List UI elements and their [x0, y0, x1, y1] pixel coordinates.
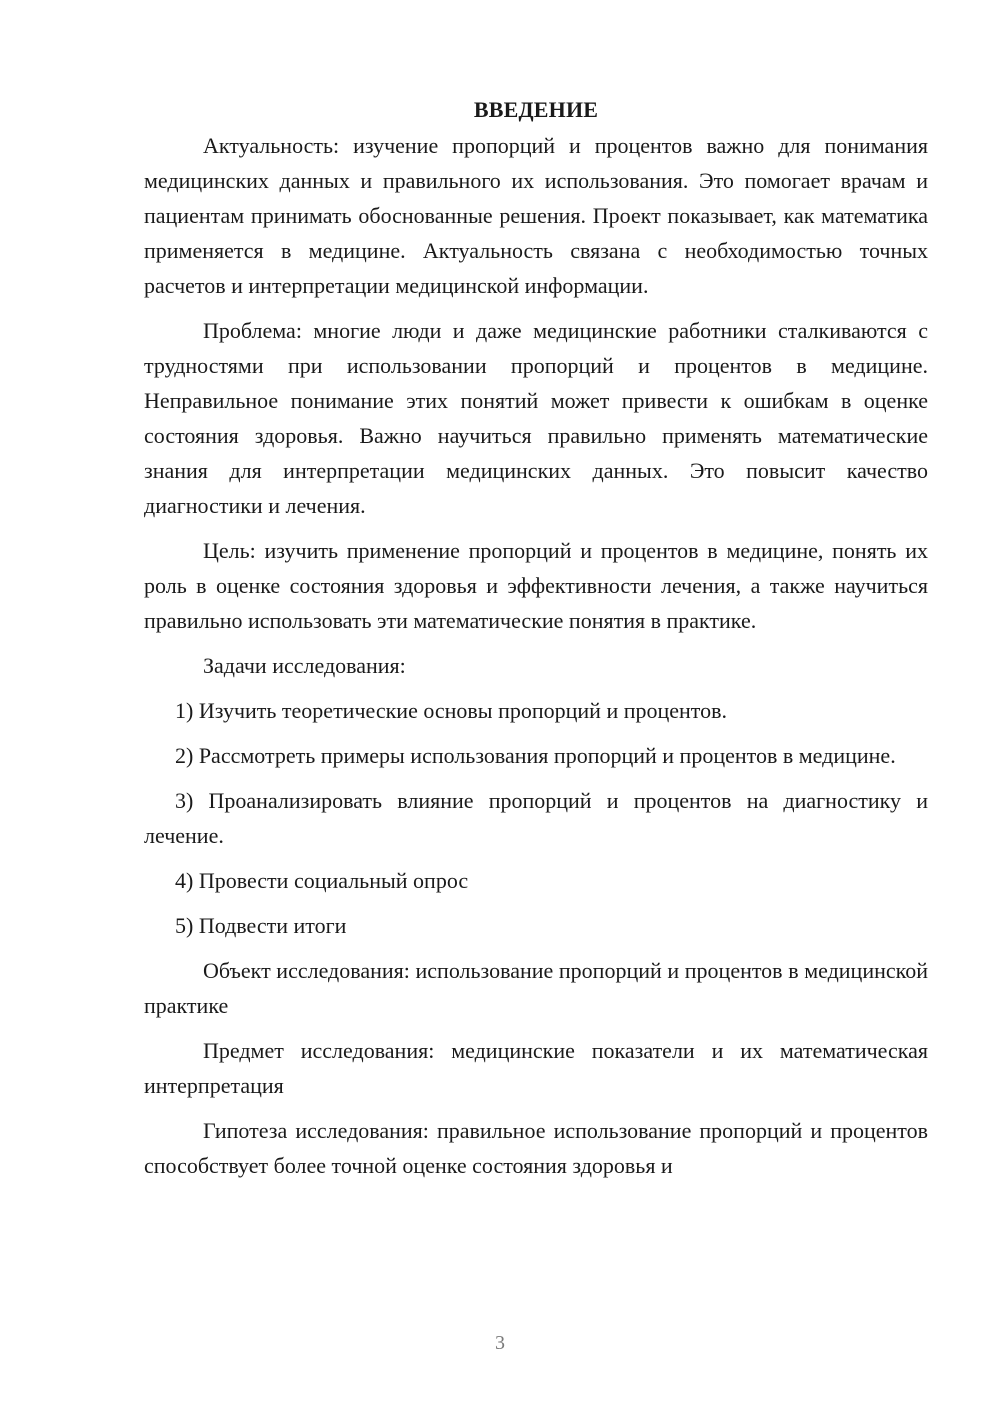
- relevance-paragraph: Актуальность: изучение пропорций и процентов важно для понимания медицинских данных и правильного их использования. Это помогает врачам и пациентам принимать обоснованные решения. Проект показывает, как математика применяется в медицине. Актуальность связана с необходимостью точных расчетов и интерпретации медицинской информации.: [144, 133, 928, 298]
- page-content: [144, 92, 928, 1193]
- task-item: 1) Изучить теоретические основы пропорций и процентов.: [175, 698, 728, 723]
- task-item: 2) Рассмотреть примеры использования пропорций и процентов в медицине.: [175, 743, 896, 768]
- problem-paragraph: Проблема: многие люди и даже медицинские работники сталкиваются с трудностями при использовании пропорций и процентов в медицине. Неправильное понимание этих понятий может привести к ошибкам в оценке состояния здоровья. Важно научиться правильно применять математические знания для интерпретации медицинских данных. Это повысит качество диагностики и лечения.: [144, 318, 928, 518]
- object-paragraph: Объект исследования: использование пропорций и процентов в медицинской практике: [144, 958, 928, 1018]
- subject-paragraph: Предмет исследования: медицинские показатели и их математическая интерпретация: [144, 1038, 928, 1098]
- hypothesis-paragraph: Гипотеза исследования: правильное использование пропорций и процентов способствует более точной оценке состояния здоровья и: [144, 1118, 928, 1178]
- goal-paragraph: Цель: изучить применение пропорций и процентов в медицине, понять их роль в оценке состояния здоровья и эффективности лечения, а также научиться правильно использовать эти математические понятия в практике.: [144, 538, 928, 633]
- page-title: ВВЕДЕНИЕ: [473, 97, 599, 122]
- task-item: 4) Провести социальный опрос: [175, 868, 469, 893]
- page-number: 3: [495, 1332, 505, 1354]
- task-item: 3) Проанализировать влияние пропорций и процентов на диагностику и лечение.: [144, 788, 928, 848]
- tasks-heading: Задачи исследования:: [203, 653, 406, 678]
- task-item: 5) Подвести итоги: [175, 913, 347, 938]
